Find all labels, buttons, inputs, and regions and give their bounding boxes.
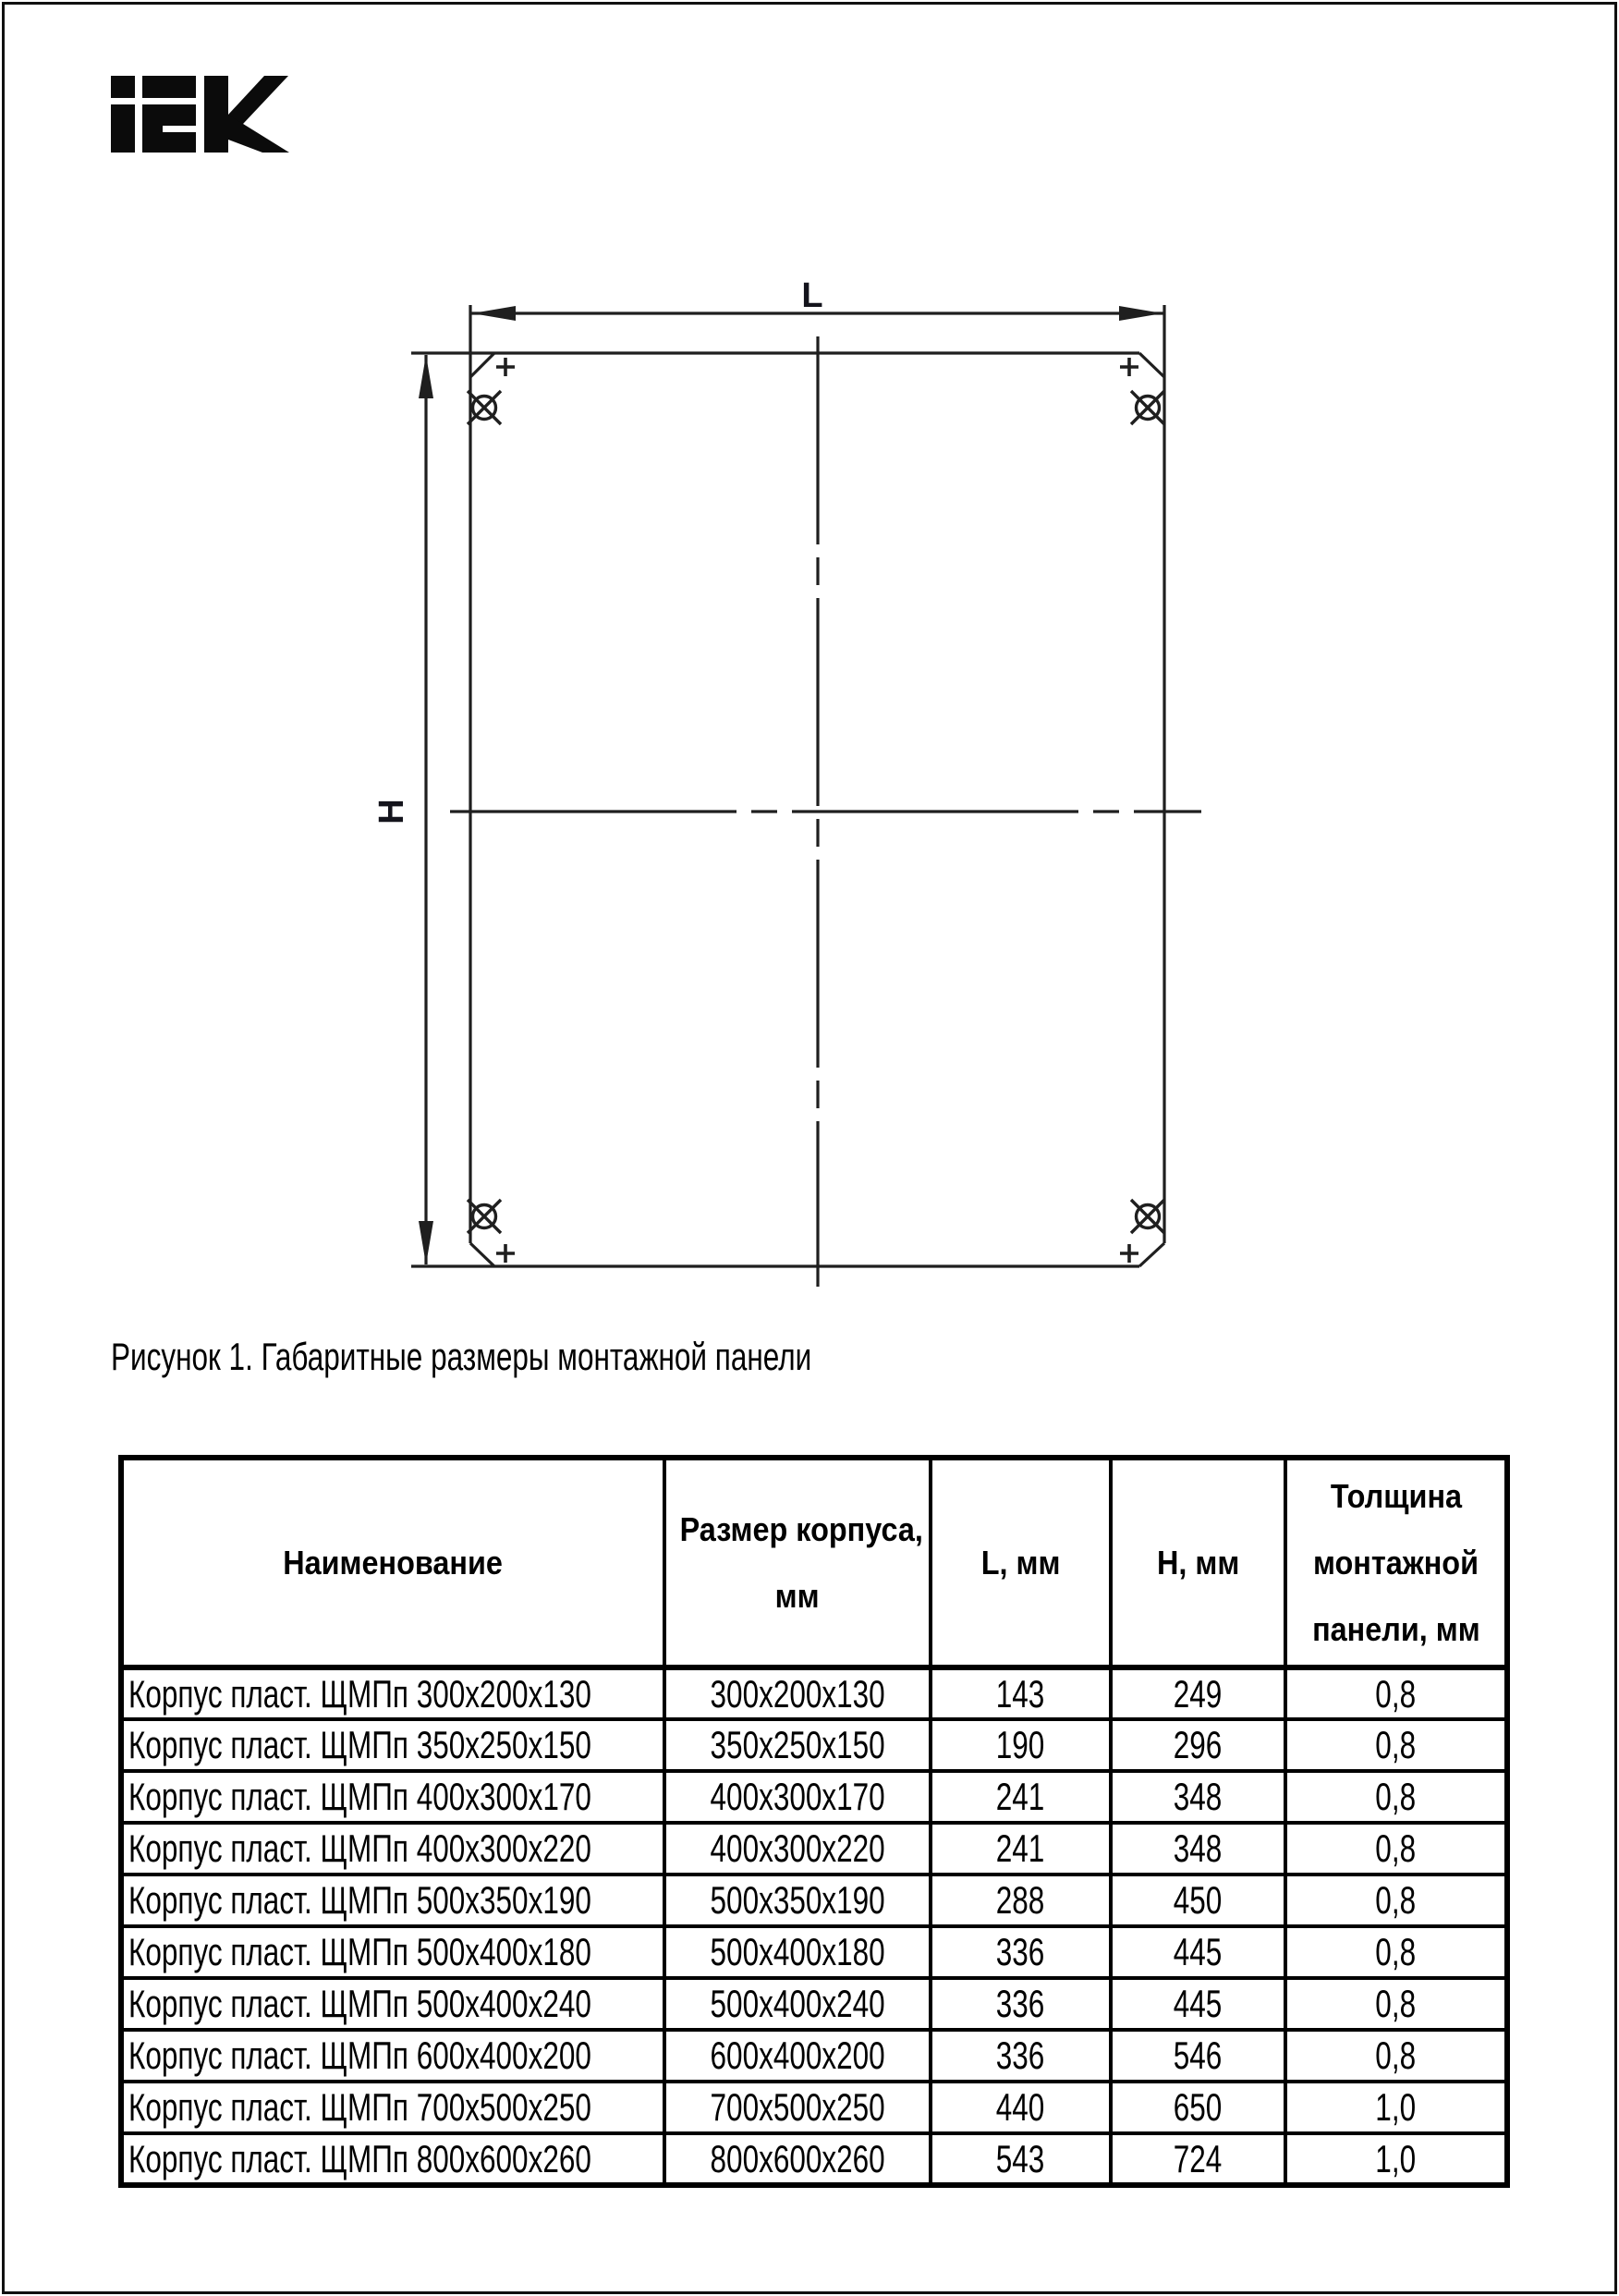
cell-thickness: 0,8 (1285, 1978, 1507, 2030)
cell-size: 800х600х260 (664, 2133, 931, 2185)
cell-h: 724 (1111, 2133, 1285, 2185)
hole-mark-bottom-left (468, 1200, 501, 1233)
cell-thickness: 0,8 (1285, 1719, 1507, 1771)
chamfer-top-left (470, 353, 494, 377)
cell-h: 546 (1111, 2030, 1285, 2082)
cell-l: 190 (931, 1719, 1111, 1771)
cell-name: Корпус пласт. ЩМПп 400х300х170 (121, 1771, 664, 1823)
cell-size: 350х250х150 (664, 1719, 931, 1771)
cell-l: 543 (931, 2133, 1111, 2185)
hole-mark-bottom-right (1131, 1200, 1164, 1233)
table-row (121, 1978, 1507, 2030)
cell-h: 249 (1111, 1667, 1285, 1719)
cell-size: 700х500х250 (664, 2082, 931, 2133)
header-text: Размер корпуса, (679, 1509, 923, 1548)
logo-e-mid (142, 104, 196, 126)
cell-thickness: 0,8 (1285, 1875, 1507, 1926)
logo-e-bottom (142, 132, 196, 153)
l-arrow-right (1119, 306, 1163, 321)
chamfer-bottom-left (470, 1243, 494, 1266)
figure-caption-text: Рисунок 1. Габаритные размеры монтажной панели (111, 1335, 812, 1378)
cell-name: Корпус пласт. ЩМПп 500х350х190 (121, 1875, 664, 1926)
cell-name: Корпус пласт. ЩМПп 400х300х220 (121, 1823, 664, 1875)
cell-name: Корпус пласт. ЩМПп 800х600х260 (121, 2133, 664, 2185)
plus-mark-top-right (1120, 358, 1138, 376)
logo-i-stem (111, 104, 135, 153)
figure-caption (111, 1335, 1045, 1379)
plus-mark-top-left (496, 358, 515, 376)
cell-size: 300х200х130 (664, 1667, 931, 1719)
header-text: Толщина (1330, 1476, 1462, 1515)
table-row (121, 1771, 1507, 1823)
h-arrow-bottom (419, 1221, 433, 1264)
chamfer-top-right (1139, 353, 1164, 377)
table-row (121, 1926, 1507, 1978)
plus-mark-bottom-left (496, 1244, 515, 1263)
cell-l: 336 (931, 1978, 1111, 2030)
header-text: панели, мм (1311, 1609, 1480, 1648)
logo-k-stem (204, 76, 228, 153)
cell-h: 445 (1111, 1926, 1285, 1978)
cell-l: 288 (931, 1875, 1111, 1926)
cell-size: 400х300х170 (664, 1771, 931, 1823)
table-row (121, 2133, 1507, 2185)
cell-name: Корпус пласт. ЩМПп 500х400х240 (121, 1978, 664, 2030)
cell-thickness: 0,8 (1285, 1823, 1507, 1875)
cell-size: 500х350х190 (664, 1875, 931, 1926)
cell-h: 348 (1111, 1771, 1285, 1823)
cell-name: Корпус пласт. ЩМПп 500х400х180 (121, 1926, 664, 1978)
cell-size: 600х400х200 (664, 2030, 931, 2082)
cell-l: 440 (931, 2082, 1111, 2133)
cell-h: 296 (1111, 1719, 1285, 1771)
col-header-h (1111, 1458, 1285, 1667)
cell-h: 445 (1111, 1978, 1285, 2030)
cell-name: Корпус пласт. ЩМПп 700х500х250 (121, 2082, 664, 2133)
cell-h: 348 (1111, 1823, 1285, 1875)
table-row (121, 2082, 1507, 2133)
logo-i-dot (111, 76, 135, 98)
cell-h: 650 (1111, 2082, 1285, 2133)
table-header-row (121, 1458, 1507, 1667)
cell-l: 336 (931, 1926, 1111, 1978)
l-arrow-left (472, 306, 516, 321)
table-row (121, 1875, 1507, 1926)
cell-l: 336 (931, 2030, 1111, 2082)
cell-h: 450 (1111, 1875, 1285, 1926)
cell-thickness: 1,0 (1285, 2133, 1507, 2185)
cell-thickness: 0,8 (1285, 1667, 1507, 1719)
cell-thickness: 1,0 (1285, 2082, 1507, 2133)
h-arrow-top (419, 355, 433, 398)
table-row (121, 1719, 1507, 1771)
iek-logo (111, 76, 289, 153)
cell-name: Корпус пласт. ЩМПп 600х400х200 (121, 2030, 664, 2082)
hole-mark-top-left (468, 391, 501, 424)
l-dimension-label: L (801, 276, 823, 315)
cell-l: 241 (931, 1823, 1111, 1875)
panel-drawing (372, 276, 1201, 1287)
col-header-l (931, 1458, 1111, 1667)
cell-thickness: 0,8 (1285, 2030, 1507, 2082)
table-row (121, 2030, 1507, 2082)
col-header-thickness (1285, 1458, 1507, 1667)
cell-l: 143 (931, 1667, 1111, 1719)
cell-name: Корпус пласт. ЩМПп 300х200х130 (121, 1667, 664, 1719)
chamfer-bottom-right (1139, 1243, 1164, 1266)
cell-thickness: 0,8 (1285, 1771, 1507, 1823)
cell-size: 400х300х220 (664, 1823, 931, 1875)
logo-e-top (142, 76, 196, 98)
header-text: монтажной (1312, 1543, 1479, 1582)
dimensions-table (118, 1455, 1510, 2188)
header-text: Наименование (283, 1543, 504, 1582)
h-dimension-label: H (372, 799, 411, 824)
header-text: H, мм (1156, 1543, 1240, 1582)
cell-name: Корпус пласт. ЩМПп 350х250х150 (121, 1719, 664, 1771)
cell-thickness: 0,8 (1285, 1926, 1507, 1978)
col-header-name (121, 1458, 664, 1667)
header-text: мм (775, 1576, 820, 1615)
header-text: L, мм (980, 1543, 1061, 1582)
cell-size: 500х400х180 (664, 1926, 931, 1978)
table-row (121, 1667, 1507, 1719)
col-header-body-size (664, 1458, 931, 1667)
hole-mark-top-right (1131, 391, 1164, 424)
cell-l: 241 (931, 1771, 1111, 1823)
plus-mark-bottom-right (1120, 1244, 1138, 1263)
cell-size: 500х400х240 (664, 1978, 931, 2030)
table-row (121, 1823, 1507, 1875)
